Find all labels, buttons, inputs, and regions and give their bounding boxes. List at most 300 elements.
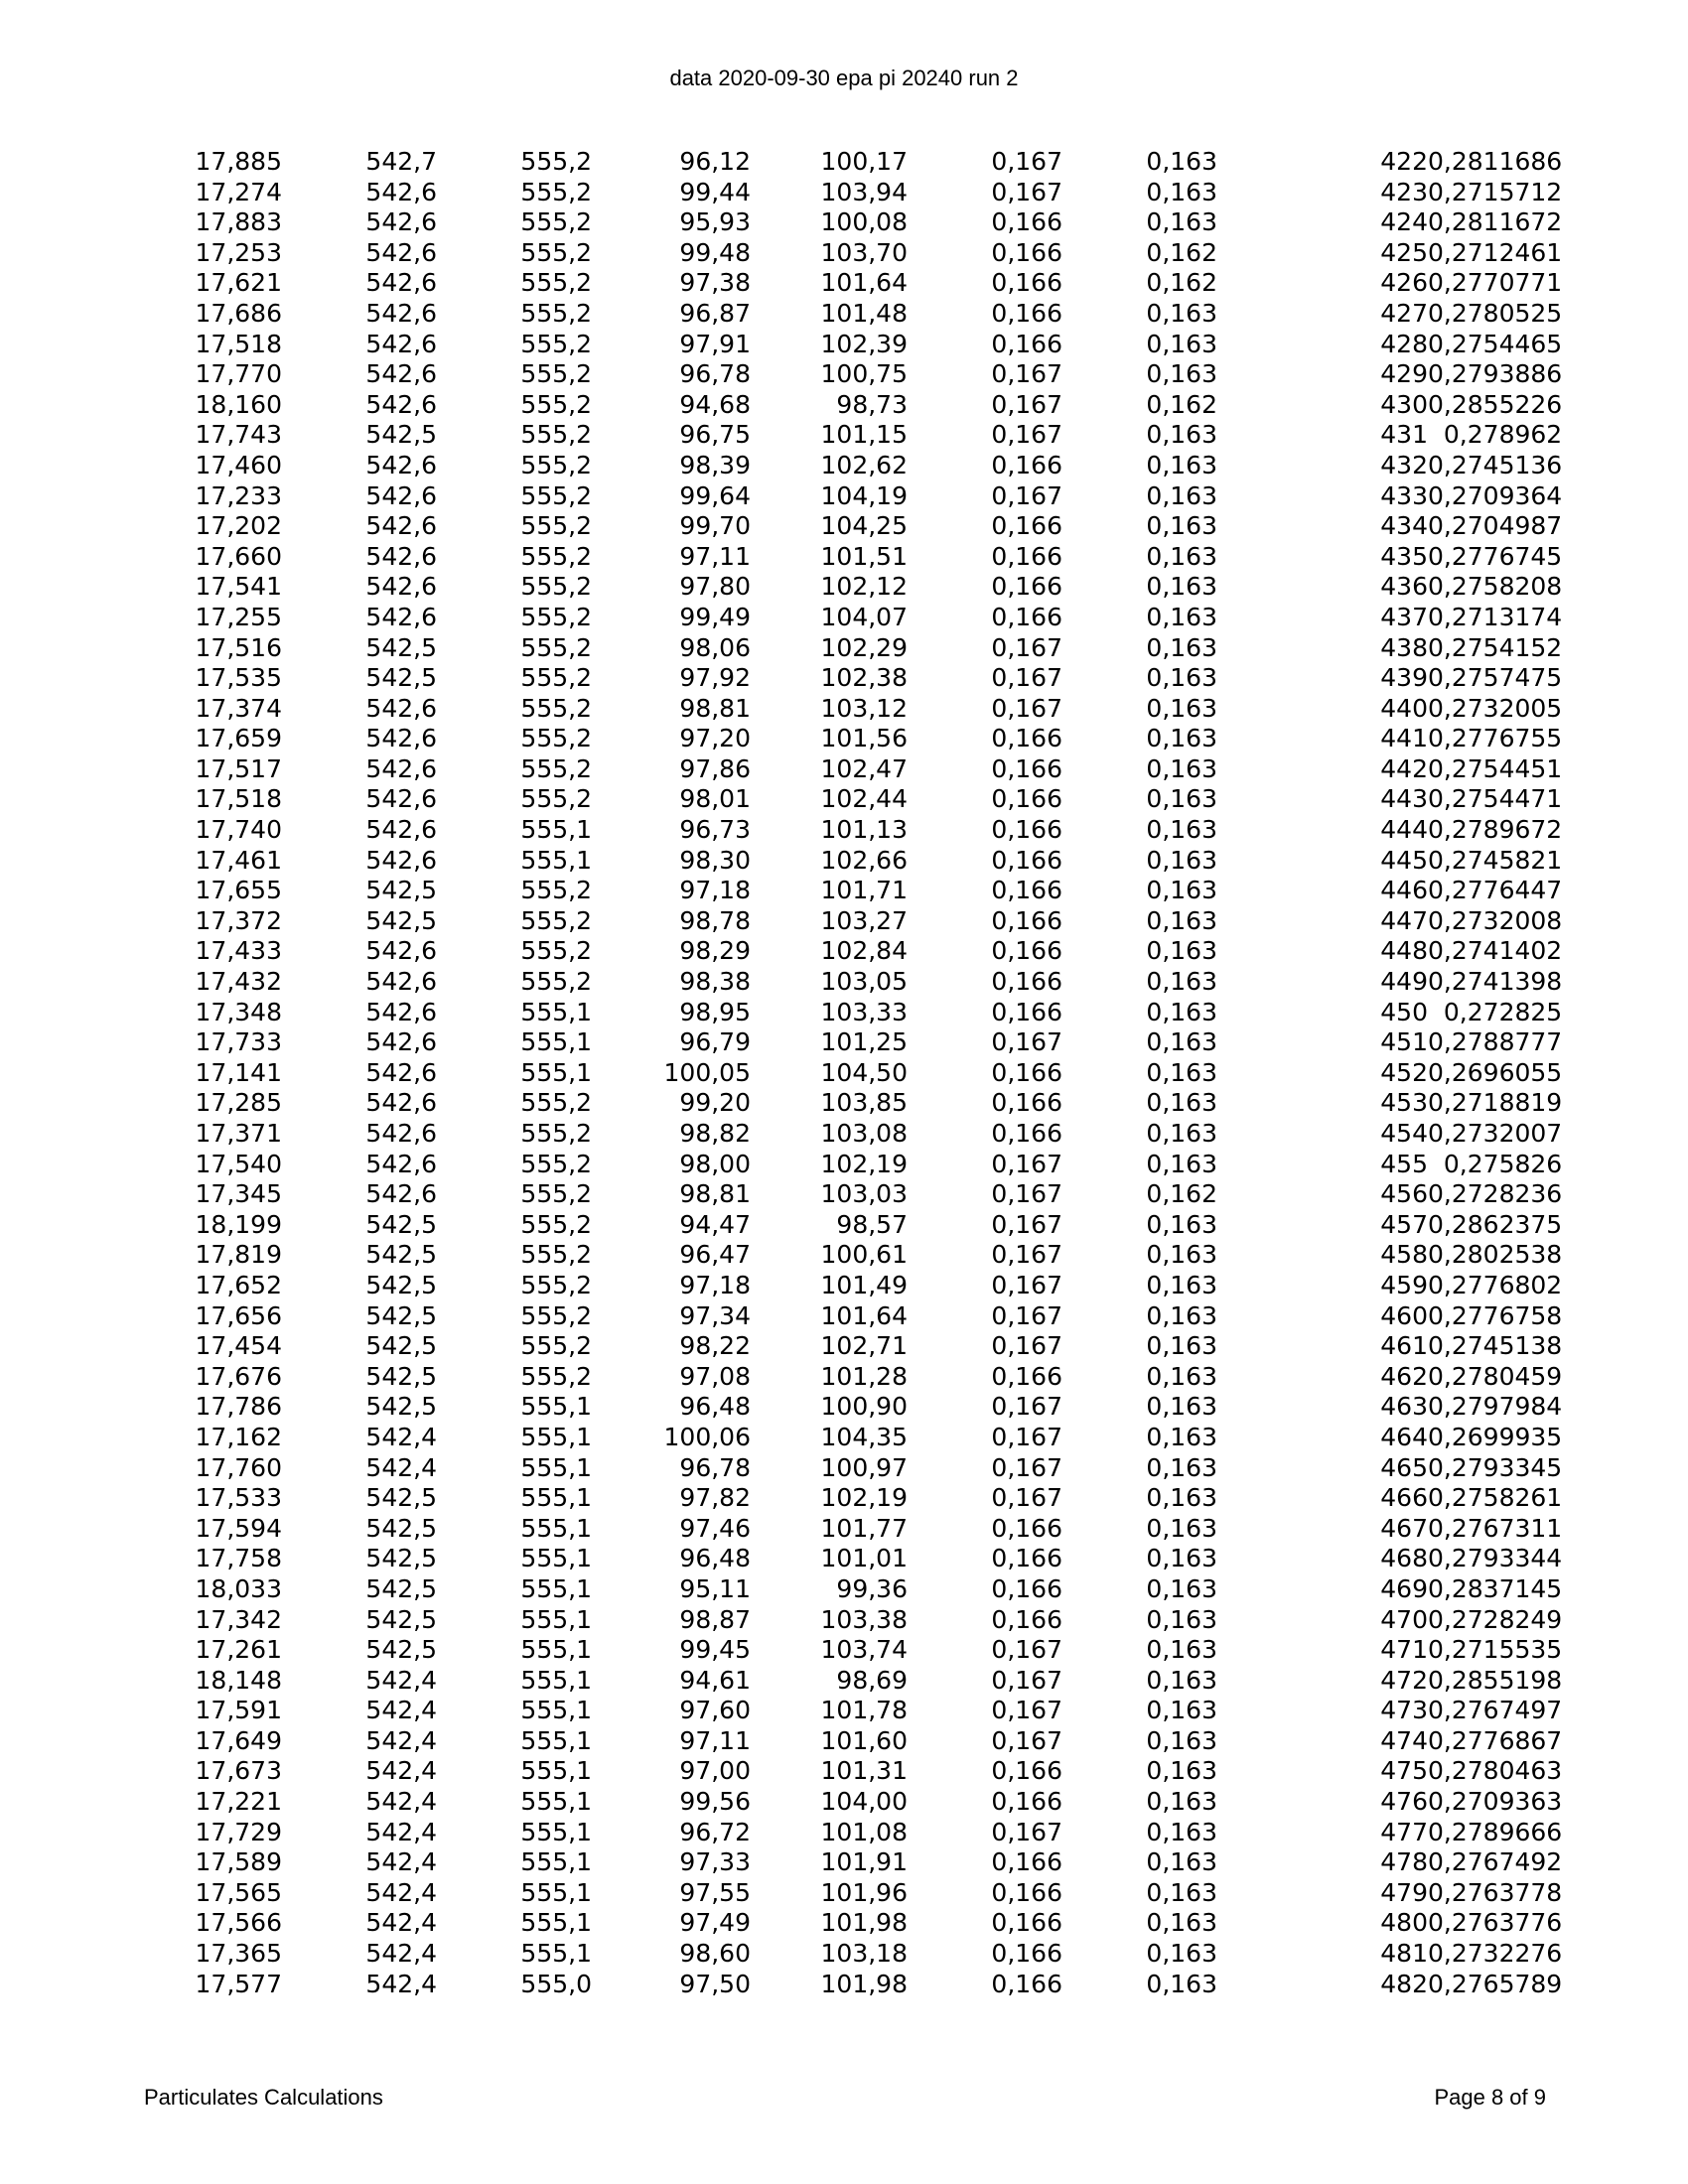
table-cell: 555,1 (520, 1057, 592, 1087)
table-cell: 17,516 (195, 632, 282, 662)
table-row (149, 1514, 1562, 1545)
table-cell: 0,167 (991, 480, 1062, 510)
table-cell: 0,166 (991, 450, 1062, 479)
table-cell: 0,162 (1146, 1179, 1217, 1209)
table-cell: 0,167 (991, 147, 1062, 176)
table-cell: 0,163 (1146, 1573, 1217, 1603)
table-cell: 100,08 (820, 207, 908, 237)
table-cell: 542,5 (365, 1331, 437, 1361)
table-cell: 436 (1380, 572, 1428, 602)
table-cell: 0,2770771 (1428, 268, 1563, 298)
table-row (149, 511, 1562, 542)
table-cell: 0,166 (991, 1787, 1062, 1817)
table-cell: 104,07 (820, 602, 908, 631)
table-row (149, 542, 1562, 573)
table-cell: 432 (1380, 450, 1428, 479)
table-cell: 542,4 (365, 1817, 437, 1846)
table-cell: 0,163 (1146, 1422, 1217, 1451)
table-cell: 0,2728249 (1428, 1604, 1563, 1634)
table-cell: 555,2 (520, 1149, 592, 1178)
table-row (149, 178, 1562, 208)
table-cell: 434 (1380, 511, 1428, 541)
table-row (149, 1726, 1562, 1757)
table-cell: 457 (1380, 1209, 1428, 1239)
table-row (149, 1058, 1562, 1089)
table-row (149, 1666, 1562, 1697)
table-cell: 0,2745136 (1428, 450, 1563, 479)
table-cell: 0,2793886 (1428, 359, 1563, 389)
table-row (149, 1635, 1562, 1666)
table-cell: 99,45 (679, 1635, 751, 1665)
table-cell: 0,2767311 (1428, 1513, 1563, 1543)
table-cell: 0,2718819 (1428, 1088, 1563, 1118)
table-cell: 478 (1380, 1847, 1428, 1877)
table-row (149, 754, 1562, 785)
table-row (149, 663, 1562, 694)
table-cell: 555,2 (520, 420, 592, 450)
table-cell: 555,2 (520, 967, 592, 997)
table-cell: 0,166 (991, 298, 1062, 328)
table-cell: 0,163 (1146, 693, 1217, 723)
table-cell: 0,162 (1146, 389, 1217, 419)
table-cell: 101,77 (820, 1513, 908, 1543)
table-cell: 0,2745821 (1428, 845, 1563, 875)
table-cell: 542,6 (365, 329, 437, 358)
table-cell: 101,08 (820, 1817, 908, 1846)
table-cell: 0,2776802 (1428, 1270, 1563, 1299)
table-cell: 0,166 (991, 845, 1062, 875)
table-cell: 542,6 (365, 541, 437, 571)
table-cell: 555,2 (520, 572, 592, 602)
table-cell: 0,163 (1146, 1787, 1217, 1817)
table-cell: 0,2732007 (1428, 1119, 1563, 1148)
table-cell: 102,62 (820, 450, 908, 479)
table-cell: 103,27 (820, 905, 908, 935)
table-cell: 555,1 (520, 997, 592, 1026)
table-row (149, 451, 1562, 481)
table-cell: 0,2780525 (1428, 298, 1563, 328)
table-cell: 0,162 (1146, 237, 1217, 267)
table-cell: 474 (1380, 1725, 1428, 1755)
table-cell: 555,2 (520, 1119, 592, 1148)
table-cell: 94,68 (679, 389, 751, 419)
table-cell: 99,20 (679, 1088, 751, 1118)
table-cell: 542,5 (365, 905, 437, 935)
table-cell: 17,345 (195, 1179, 282, 1209)
table-row (149, 967, 1562, 998)
table-cell: 555,2 (520, 207, 592, 237)
table-cell: 0,167 (991, 1027, 1062, 1057)
table-cell: 0,2732005 (1428, 693, 1563, 723)
table-cell: 438 (1380, 632, 1428, 662)
table-cell: 0,2811686 (1428, 147, 1563, 176)
table-cell: 0,2862375 (1428, 1209, 1563, 1239)
table-cell: 0,2776867 (1428, 1725, 1563, 1755)
table-cell: 17,221 (195, 1787, 282, 1817)
table-cell: 0,2767497 (1428, 1696, 1563, 1725)
table-row (149, 1544, 1562, 1574)
table-cell: 0,163 (1146, 997, 1217, 1026)
table-cell: 17,433 (195, 936, 282, 966)
table-cell: 475 (1380, 1756, 1428, 1786)
table-cell: 449 (1380, 967, 1428, 997)
table-cell: 97,50 (679, 1969, 751, 1998)
table-cell: 0,163 (1146, 1119, 1217, 1148)
table-cell: 0,167 (991, 1665, 1062, 1695)
table-cell: 555,1 (520, 1847, 592, 1877)
table-row (149, 1908, 1562, 1939)
table-cell: 0,163 (1146, 1847, 1217, 1877)
table-cell: 0,166 (991, 1057, 1062, 1087)
table-cell: 104,35 (820, 1422, 908, 1451)
table-cell: 0,163 (1146, 815, 1217, 845)
table-cell: 101,64 (820, 1300, 908, 1330)
table-cell: 101,56 (820, 724, 908, 753)
table-cell: 0,163 (1146, 207, 1217, 237)
table-cell: 97,33 (679, 1847, 751, 1877)
table-cell: 96,47 (679, 1240, 751, 1270)
table-cell: 451 (1380, 1027, 1428, 1057)
table-row (149, 1088, 1562, 1119)
table-cell: 100,75 (820, 359, 908, 389)
table-cell: 555,1 (520, 1392, 592, 1422)
table-cell: 542,4 (365, 1452, 437, 1482)
table-cell: 0,163 (1146, 1027, 1217, 1057)
table-cell: 0,166 (991, 602, 1062, 631)
table-cell: 0,166 (991, 1361, 1062, 1391)
table-cell: 0,167 (991, 1209, 1062, 1239)
table-cell: 17,518 (195, 329, 282, 358)
table-row (149, 784, 1562, 815)
table-row (149, 1787, 1562, 1818)
table-row (149, 1818, 1562, 1848)
table-cell: 0,163 (1146, 1452, 1217, 1482)
table-cell: 425 (1380, 237, 1428, 267)
table-cell: 0,167 (991, 359, 1062, 389)
table-cell: 555,2 (520, 147, 592, 176)
table-row (149, 1331, 1562, 1362)
table-cell: 430 (1380, 389, 1428, 419)
table-cell: 0,2797984 (1428, 1392, 1563, 1422)
data-table (149, 147, 1562, 1999)
table-cell: 0,163 (1146, 359, 1217, 389)
table-cell: 17,518 (195, 784, 282, 814)
table-row (149, 390, 1562, 421)
table-cell: 97,20 (679, 724, 751, 753)
table-cell: 0,2855198 (1428, 1665, 1563, 1695)
table-cell: 17,202 (195, 511, 282, 541)
table-cell: 542,6 (365, 815, 437, 845)
table-cell: 0,163 (1146, 420, 1217, 450)
table-cell: 98,38 (679, 967, 751, 997)
table-cell: 443 (1380, 784, 1428, 814)
footer-title: Particulates Calculations (144, 2085, 383, 2110)
table-cell: 98,57 (836, 1209, 908, 1239)
table-cell: 102,71 (820, 1331, 908, 1361)
table-cell: 0,2732276 (1428, 1939, 1563, 1969)
table-row (149, 1301, 1562, 1332)
table-cell: 98,00 (679, 1149, 751, 1178)
table-cell: 18,148 (195, 1665, 282, 1695)
table-cell: 101,01 (820, 1544, 908, 1573)
table-cell: 542,4 (365, 1939, 437, 1969)
table-cell: 542,6 (365, 967, 437, 997)
table-cell: 555,2 (520, 905, 592, 935)
table-cell: 0,163 (1146, 147, 1217, 176)
table-cell: 0,166 (991, 1877, 1062, 1907)
table-cell: 0,2741402 (1428, 936, 1563, 966)
table-cell: 542,6 (365, 511, 437, 541)
table-cell: 0,167 (991, 1392, 1062, 1422)
table-cell: 96,78 (679, 1452, 751, 1482)
table-cell: 0,166 (991, 936, 1062, 966)
table-cell: 0,163 (1146, 967, 1217, 997)
table-cell: 17,649 (195, 1725, 282, 1755)
table-cell: 0,2732008 (1428, 905, 1563, 935)
table-row (149, 420, 1562, 451)
table-cell: 0,163 (1146, 1057, 1217, 1087)
table-cell: 0,163 (1146, 1604, 1217, 1634)
table-cell: 542,5 (365, 420, 437, 450)
table-row (149, 1027, 1562, 1058)
table-cell: 427 (1380, 298, 1428, 328)
table-cell: 555,2 (520, 329, 592, 358)
table-cell: 0,167 (991, 1270, 1062, 1299)
table-cell: 555,2 (520, 693, 592, 723)
table-body (149, 147, 1562, 1999)
table-cell: 0,163 (1146, 511, 1217, 541)
table-row (149, 724, 1562, 754)
table-cell: 98,60 (679, 1939, 751, 1969)
table-cell: 0,2780463 (1428, 1756, 1563, 1786)
table-row (149, 1847, 1562, 1878)
table-cell: 17,253 (195, 237, 282, 267)
table-cell: 98,30 (679, 845, 751, 875)
table-cell: 103,94 (820, 177, 908, 206)
table-cell: 542,6 (365, 1027, 437, 1057)
table-cell: 97,86 (679, 753, 751, 783)
table-cell: 0,163 (1146, 1483, 1217, 1513)
table-cell: 17,372 (195, 905, 282, 935)
table-cell: 423 (1380, 177, 1428, 206)
table-cell: 542,6 (365, 572, 437, 602)
table-cell: 97,49 (679, 1908, 751, 1938)
table-cell: 103,03 (820, 1179, 908, 1209)
table-cell: 0,166 (991, 1604, 1062, 1634)
table-cell: 0,163 (1146, 1361, 1217, 1391)
table-row (149, 998, 1562, 1028)
table-cell: 17,342 (195, 1604, 282, 1634)
table-cell: 0,2704987 (1428, 511, 1563, 541)
table-cell: 555,2 (520, 480, 592, 510)
table-cell: 542,6 (365, 1057, 437, 1087)
table-row (149, 1392, 1562, 1423)
table-cell: 0,167 (991, 1179, 1062, 1209)
table-cell: 542,6 (365, 359, 437, 389)
table-cell: 103,74 (820, 1635, 908, 1665)
table-cell: 542,5 (365, 1544, 437, 1573)
table-row (149, 1179, 1562, 1210)
table-cell: 555,1 (520, 1027, 592, 1057)
table-cell: 481 (1380, 1939, 1428, 1969)
table-cell: 542,6 (365, 450, 437, 479)
table-cell: 17,655 (195, 876, 282, 905)
table-cell: 0,163 (1146, 1209, 1217, 1239)
table-cell: 0,2765789 (1428, 1969, 1563, 1998)
table-cell: 542,6 (365, 997, 437, 1026)
table-cell: 466 (1380, 1483, 1428, 1513)
table-cell: 17,740 (195, 815, 282, 845)
table-cell: 542,5 (365, 1209, 437, 1239)
table-cell: 97,92 (679, 663, 751, 693)
table-cell: 104,00 (820, 1787, 908, 1817)
table-cell: 555,1 (520, 815, 592, 845)
table-cell: 542,5 (365, 1483, 437, 1513)
table-cell: 471 (1380, 1635, 1428, 1665)
table-cell: 101,28 (820, 1361, 908, 1391)
table-cell: 0,166 (991, 207, 1062, 237)
table-cell: 17,540 (195, 1149, 282, 1178)
table-cell: 100,06 (663, 1422, 751, 1451)
table-cell: 97,55 (679, 1877, 751, 1907)
table-cell: 0,2855226 (1428, 389, 1563, 419)
table-cell: 0,163 (1146, 1392, 1217, 1422)
table-row (149, 330, 1562, 360)
table-cell: 101,15 (820, 420, 908, 450)
table-cell: 100,90 (820, 1392, 908, 1422)
table-cell: 0,163 (1146, 753, 1217, 783)
table-cell: 0,163 (1146, 724, 1217, 753)
table-cell: 542,6 (365, 389, 437, 419)
table-cell: 99,36 (836, 1573, 908, 1603)
table-cell: 0,2793345 (1428, 1452, 1563, 1482)
table-cell: 0,163 (1146, 1756, 1217, 1786)
table-cell: 17,673 (195, 1756, 282, 1786)
table-cell: 100,61 (820, 1240, 908, 1270)
table-cell: 482 (1380, 1969, 1428, 1998)
table-row (149, 1483, 1562, 1514)
table-cell: 104,50 (820, 1057, 908, 1087)
table-cell: 426 (1380, 268, 1428, 298)
table-cell: 555,2 (520, 237, 592, 267)
table-cell: 0,2767492 (1428, 1847, 1563, 1877)
table-cell: 467 (1380, 1513, 1428, 1543)
table-cell: 0,163 (1146, 480, 1217, 510)
table-cell: 0,166 (991, 784, 1062, 814)
table-cell: 0,275826 (1443, 1149, 1563, 1178)
table-cell: 0,166 (991, 268, 1062, 298)
table-row (149, 846, 1562, 877)
table-cell: 102,12 (820, 572, 908, 602)
table-cell: 101,51 (820, 541, 908, 571)
table-cell: 555,1 (520, 1452, 592, 1482)
table-cell: 0,2696055 (1428, 1057, 1563, 1087)
table-cell: 95,11 (679, 1573, 751, 1603)
table-cell: 97,08 (679, 1361, 751, 1391)
table-cell: 542,6 (365, 753, 437, 783)
table-cell: 99,48 (679, 237, 751, 267)
table-cell: 101,60 (820, 1725, 908, 1755)
table-cell: 0,166 (991, 905, 1062, 935)
table-cell: 0,167 (991, 663, 1062, 693)
page-header: data 2020-09-30 epa pi 20240 run 2 (669, 66, 1019, 90)
table-cell: 555,1 (520, 1696, 592, 1725)
table-cell: 17,760 (195, 1452, 282, 1482)
table-cell: 0,163 (1146, 541, 1217, 571)
table-cell: 0,163 (1146, 1240, 1217, 1270)
table-cell: 0,166 (991, 1756, 1062, 1786)
table-cell: 101,98 (820, 1969, 908, 1998)
table-cell: 0,163 (1146, 784, 1217, 814)
table-cell: 431 (1380, 420, 1428, 450)
table-cell: 0,167 (991, 389, 1062, 419)
table-cell: 98,81 (679, 693, 751, 723)
table-cell: 94,47 (679, 1209, 751, 1239)
table-row (149, 603, 1562, 633)
table-cell: 0,163 (1146, 1969, 1217, 1998)
table-cell: 464 (1380, 1422, 1428, 1451)
table-cell: 555,2 (520, 1270, 592, 1299)
table-cell: 453 (1380, 1088, 1428, 1118)
table-cell: 555,2 (520, 724, 592, 753)
table-cell: 542,4 (365, 1787, 437, 1817)
table-cell: 0,163 (1146, 298, 1217, 328)
table-row (149, 268, 1562, 299)
table-cell: 98,22 (679, 1331, 751, 1361)
table-row (149, 1574, 1562, 1605)
table-cell: 542,5 (365, 876, 437, 905)
table-cell: 542,6 (365, 724, 437, 753)
table-cell: 17,461 (195, 845, 282, 875)
table-cell: 0,163 (1146, 450, 1217, 479)
table-cell: 555,2 (520, 936, 592, 966)
table-cell: 542,5 (365, 632, 437, 662)
table-cell: 0,163 (1146, 572, 1217, 602)
table-cell: 102,44 (820, 784, 908, 814)
table-cell: 17,885 (195, 147, 282, 176)
table-cell: 0,2789666 (1428, 1817, 1563, 1846)
table-cell: 555,1 (520, 1877, 592, 1907)
table-cell: 96,12 (679, 147, 751, 176)
table-cell: 555,2 (520, 450, 592, 479)
table-cell: 0,166 (991, 1969, 1062, 1998)
table-cell: 0,166 (991, 997, 1062, 1026)
table-cell: 17,141 (195, 1057, 282, 1087)
table-cell: 429 (1380, 359, 1428, 389)
table-cell: 542,6 (365, 693, 437, 723)
table-cell: 542,5 (365, 1513, 437, 1543)
table-row (149, 299, 1562, 330)
table-cell: 98,87 (679, 1604, 751, 1634)
table-cell: 455 (1380, 1149, 1428, 1178)
table-cell: 101,25 (820, 1027, 908, 1057)
table-cell: 437 (1380, 602, 1428, 631)
table-cell: 448 (1380, 936, 1428, 966)
table-cell: 97,11 (679, 1725, 751, 1755)
table-cell: 0,2709363 (1428, 1787, 1563, 1817)
table-cell: 542,6 (365, 1149, 437, 1178)
table-row (149, 1605, 1562, 1636)
table-cell: 542,5 (365, 1604, 437, 1634)
table-cell: 99,64 (679, 480, 751, 510)
table-cell: 0,166 (991, 1088, 1062, 1118)
table-cell: 99,56 (679, 1787, 751, 1817)
table-row (149, 1756, 1562, 1787)
table-cell: 0,163 (1146, 1544, 1217, 1573)
table-row (149, 1271, 1562, 1301)
table-cell: 461 (1380, 1331, 1428, 1361)
table-cell: 98,29 (679, 936, 751, 966)
